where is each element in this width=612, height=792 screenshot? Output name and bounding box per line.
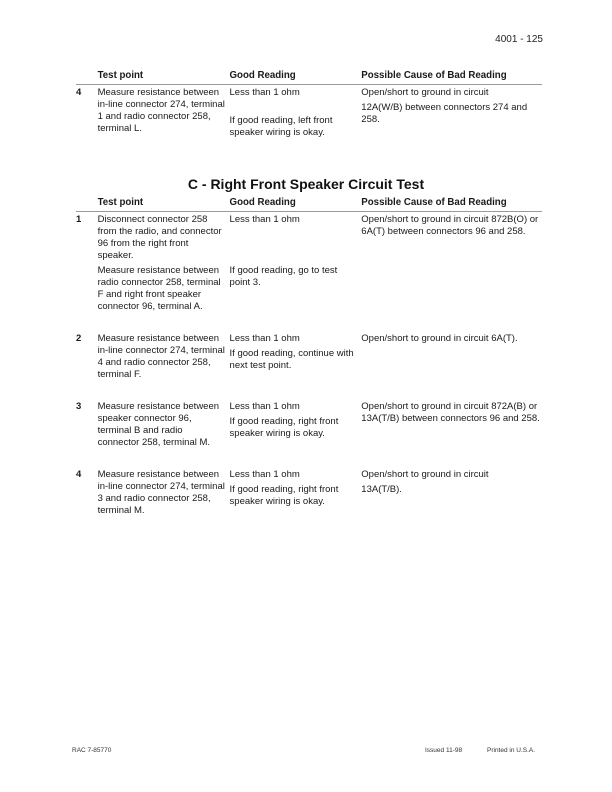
good-reading-note: If good reading, left front speaker wiring is okay. [229, 115, 333, 138]
table-row [76, 85, 542, 139]
header-num [76, 197, 98, 212]
right-front-speaker-test-table [76, 197, 542, 517]
good-reading-value: Less than 1 ohm [229, 214, 300, 225]
table-header-row [76, 70, 542, 85]
row-number: 4 [76, 469, 82, 480]
header-good-reading: Good Reading [229, 197, 296, 208]
test-point-text: Measure resistance between in-line connector 274, terminal 3 and radio connector 258, terminal M. [97, 469, 225, 516]
possible-cause-text: Open/short to ground in circuit [361, 87, 489, 98]
test-point-text: Measure resistance between speaker connector 96, terminal B and radio connector 258, terminal M. [97, 401, 220, 448]
good-reading-note: If good reading, go to test point 3. [229, 265, 338, 288]
good-reading-note: If good reading, continue with next test point. [229, 348, 354, 371]
document-number: RAC 7-85770 [72, 747, 112, 754]
test-point-text: Measure resistance between radio connector 258, terminal F and right front speaker connector 96, terminal A. [97, 265, 221, 312]
row-number: 4 [76, 87, 82, 98]
header-possible-cause: Possible Cause of Bad Reading [361, 197, 507, 208]
page-number: 4001 - 125 [495, 34, 543, 45]
table-header-row [76, 197, 542, 212]
possible-cause-text: Open/short to ground in circuit 872A(B) or 13A(T/B) between connectors 96 and 258. [361, 401, 540, 424]
row-number: 2 [76, 333, 82, 344]
test-point-text: Measure resistance between in-line connector 274, terminal 4 and radio connector 258, terminal F. [97, 333, 225, 380]
row-number: 1 [76, 214, 82, 225]
good-reading-value: Less than 1 ohm [229, 401, 300, 412]
continued-test-table [76, 70, 542, 139]
table-row [76, 313, 542, 381]
issued-date: Issued 11-98 [425, 747, 463, 754]
test-point-text: Disconnect connector 258 from the radio, and connector 96 from the right front speaker. [97, 214, 222, 261]
good-reading-value: Less than 1 ohm [229, 87, 300, 98]
table-row [76, 212, 542, 313]
header-num [76, 70, 98, 85]
good-reading-note: If good reading, right front speaker wiring is okay. [229, 484, 339, 507]
possible-cause-text: 12A(W/B) between connectors 274 and 258. [361, 102, 528, 125]
test-point-text: Measure resistance between in-line connector 274, terminal 1 and radio connector 258, terminal L. [97, 87, 225, 134]
possible-cause-text: Open/short to ground in circuit 6A(T). [361, 333, 518, 344]
section-title: C - Right Front Speaker Circuit Test [187, 176, 425, 192]
good-reading-value: Less than 1 ohm [229, 469, 300, 480]
table-row [76, 381, 542, 449]
good-reading-note: If good reading, right front speaker wiring is okay. [229, 416, 339, 439]
possible-cause-text: 13A(T/B). [361, 484, 402, 495]
possible-cause-text: Open/short to ground in circuit [361, 469, 489, 480]
header-test-point: Test point [97, 197, 144, 208]
row-number: 3 [76, 401, 82, 412]
printed-in: Printed in U.S.A. [487, 747, 536, 754]
good-reading-value: Less than 1 ohm [229, 333, 300, 344]
header-possible-cause: Possible Cause of Bad Reading [361, 70, 507, 81]
header-test-point: Test point [97, 70, 144, 81]
possible-cause-text: Open/short to ground in circuit 872B(O) or 6A(T) between connectors 96 and 258. [361, 214, 539, 237]
header-good-reading: Good Reading [229, 70, 296, 81]
table-row [76, 449, 542, 517]
